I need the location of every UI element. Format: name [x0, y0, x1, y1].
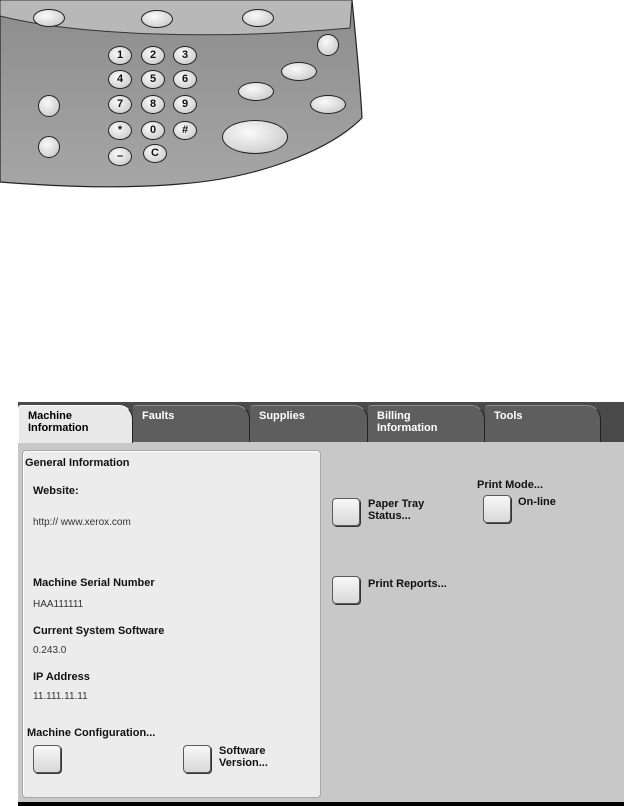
- software-version-line1: Software: [219, 745, 266, 757]
- machine-configuration-button[interactable]: [33, 745, 61, 773]
- general-information-title: General Information: [25, 457, 130, 469]
- key-hash[interactable]: #: [173, 121, 197, 140]
- ip-address-value: 11.111.11.11: [33, 691, 88, 702]
- right-button-1[interactable]: [317, 34, 339, 56]
- ip-address-label: IP Address: [33, 671, 90, 683]
- tab-faults[interactable]: [133, 405, 250, 442]
- right-button-3[interactable]: [238, 82, 274, 101]
- key-9[interactable]: 9: [173, 95, 197, 114]
- serial-number-value: HAA111111: [33, 599, 84, 610]
- tab-billing-information[interactable]: [368, 405, 485, 442]
- key-dash[interactable]: –: [108, 147, 132, 166]
- top-button-2[interactable]: [141, 10, 173, 28]
- key-3[interactable]: 3: [173, 46, 197, 65]
- tab-content: [18, 442, 624, 802]
- website-label: Website:: [33, 485, 79, 497]
- tab-machine-information-line1: Machine: [28, 410, 73, 422]
- key-6[interactable]: 6: [173, 70, 197, 89]
- system-software-value: 0.243.0: [33, 645, 67, 656]
- print-reports-button[interactable]: [332, 576, 360, 604]
- key-4[interactable]: 4: [108, 70, 132, 89]
- key-8[interactable]: 8: [141, 95, 165, 114]
- tab-billing-line1: Billing: [377, 410, 411, 422]
- tab-machine-information-line2: Information: [28, 422, 89, 434]
- tab-machine-information[interactable]: [18, 405, 133, 443]
- top-button-3[interactable]: [242, 9, 274, 27]
- paper-tray-line2: Status...: [368, 510, 411, 522]
- key-star[interactable]: *: [108, 121, 132, 140]
- key-0[interactable]: 0: [141, 121, 165, 140]
- tab-bar: [18, 402, 624, 442]
- key-1[interactable]: 1: [108, 46, 132, 65]
- right-button-2[interactable]: [281, 62, 317, 81]
- key-5[interactable]: 5: [141, 70, 165, 89]
- machine-configuration-label: Machine Configuration...: [27, 727, 156, 739]
- tab-tools-label: Tools: [494, 410, 523, 422]
- tab-tools[interactable]: [485, 405, 601, 442]
- online-label: On-line: [518, 496, 556, 508]
- paper-tray-status-button[interactable]: [332, 498, 360, 526]
- serial-number-label: Machine Serial Number: [33, 577, 155, 589]
- start-button[interactable]: [222, 120, 288, 154]
- print-mode-label: Print Mode...: [477, 479, 543, 491]
- general-information-panel: [22, 450, 321, 798]
- tab-supplies-label: Supplies: [259, 410, 305, 422]
- key-clear[interactable]: C: [143, 144, 167, 163]
- online-button[interactable]: [483, 495, 511, 523]
- paper-tray-line1: Paper Tray: [368, 498, 425, 510]
- tab-billing-line2: Information: [377, 422, 438, 434]
- touch-screen: [18, 402, 624, 806]
- tab-faults-label: Faults: [142, 410, 175, 422]
- software-version-button[interactable]: [183, 745, 211, 773]
- left-button-2[interactable]: [38, 136, 60, 158]
- left-button-1[interactable]: [38, 95, 60, 117]
- top-button-1[interactable]: [33, 9, 65, 27]
- key-2[interactable]: 2: [141, 46, 165, 65]
- software-version-label: [219, 745, 268, 769]
- print-reports-label: Print Reports...: [368, 578, 447, 590]
- tab-supplies[interactable]: [250, 405, 368, 442]
- control-panel-illustration: [0, 0, 364, 200]
- system-software-label: Current System Software: [33, 625, 165, 637]
- right-button-4[interactable]: [310, 95, 346, 114]
- website-value: http:// www.xerox.com: [33, 517, 131, 528]
- paper-tray-status-label: [368, 498, 424, 522]
- key-7[interactable]: 7: [108, 95, 132, 114]
- software-version-line2: Version...: [219, 757, 268, 769]
